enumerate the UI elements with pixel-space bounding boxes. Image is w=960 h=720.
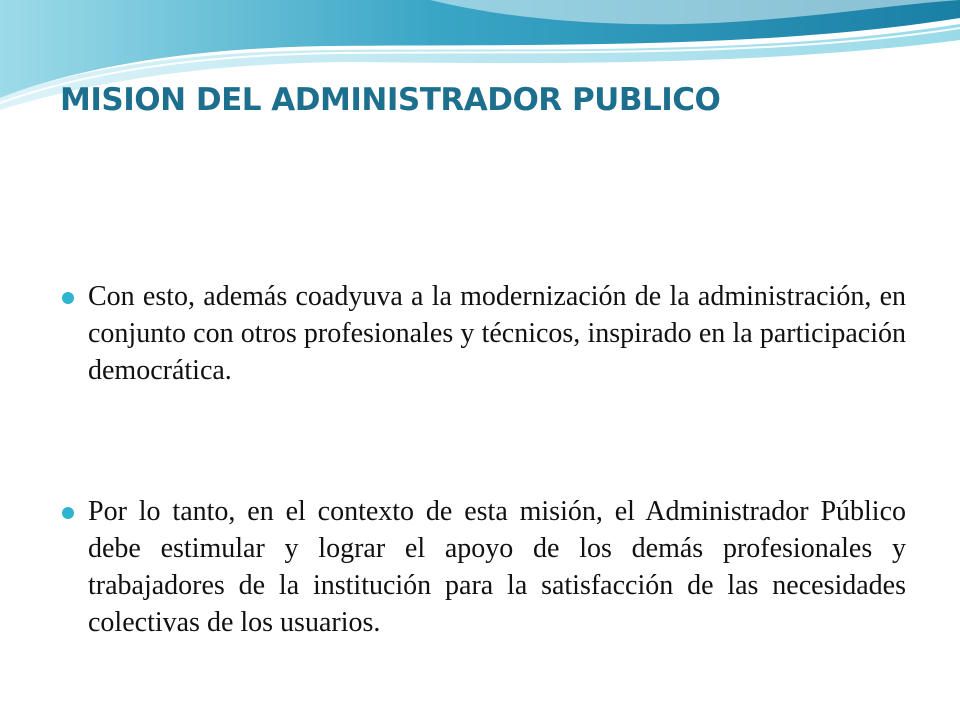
bullet-item xyxy=(88,493,906,641)
bullet-dot-icon xyxy=(62,507,74,519)
bullet-item xyxy=(88,278,906,389)
bullet-text: Con esto, además coadyuva a la modernización de la administración, en conjunto con otros profesionales y técnicos, inspirado en la participación democrática. xyxy=(88,281,906,386)
bullet-dot-icon xyxy=(62,292,74,304)
slide-title: MISION DEL ADMINISTRADOR PUBLICO xyxy=(60,82,721,118)
bullet-text: Por lo tanto, en el contexto de esta misión, el Administrador Público debe estimular y lograr el apoyo de los demás profesionales y trabajadores de la institución para la satisfacción de las necesidades colectivas de los usuarios. xyxy=(88,496,906,638)
